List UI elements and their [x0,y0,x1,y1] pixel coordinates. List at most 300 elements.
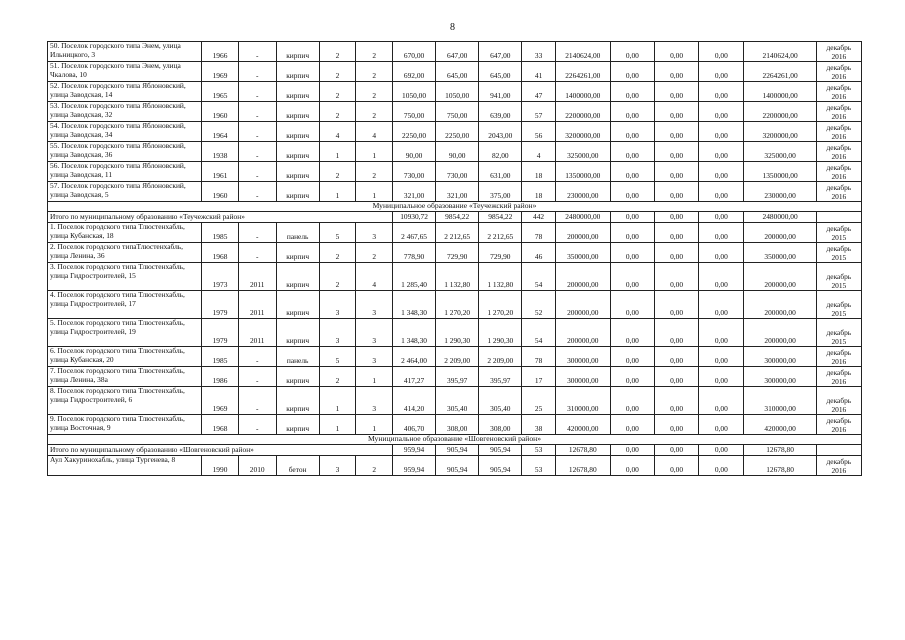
cell-area-res: 305,40 [479,387,522,415]
cell-floors: 3 [319,456,356,476]
cell-floors: 2 [319,263,356,291]
cell-owners: 200000,00 [744,291,816,319]
cell-residents: 17 [522,367,555,387]
cell-material: кирпич [276,102,319,122]
cell-owners: 2264261,00 [744,62,816,82]
total-area-res: 9854,22 [479,212,522,223]
cell-owners: 2200000,00 [744,102,816,122]
table-row [48,367,862,387]
cell-entrances: 3 [356,223,393,243]
cell-area-res: 1 132,80 [479,263,522,291]
cell-floors: 2 [319,42,356,62]
cell-year: 1964 [202,122,239,142]
cell-floors: 1 [319,387,356,415]
cell-fund: 0,00 [610,291,654,319]
cell-area-res: 82,00 [479,142,522,162]
cell-fund: 0,00 [610,347,654,367]
cell-floors: 2 [319,62,356,82]
cell-fund: 0,00 [610,367,654,387]
cell-material: кирпич [276,319,319,347]
table-row [48,263,862,291]
total-date-empty [816,445,861,456]
cell-year2: - [238,162,276,182]
cell-residents: 78 [522,347,555,367]
table-row [48,223,862,243]
cell-date: декабрь 2016 [816,102,861,122]
cell-floors: 1 [319,182,356,202]
cell-owners: 300000,00 [744,347,816,367]
cell-residents: 25 [522,387,555,415]
cell-entrances: 1 [356,367,393,387]
cell-year2: - [238,122,276,142]
table-body [48,42,862,476]
cell-area-res: 1 270,20 [479,291,522,319]
cell-budget-rep: 0,00 [654,415,698,435]
cell-area-living: 2250,00 [436,122,479,142]
cell-fund: 0,00 [610,42,654,62]
cell-residents: 54 [522,263,555,291]
cell-year2: - [238,82,276,102]
cell-material: панель [276,223,319,243]
cell-fund: 0,00 [610,82,654,102]
total-fund: 0,00 [610,445,654,456]
cell-budget-mun: 0,00 [699,82,744,102]
cell-year: 1969 [202,62,239,82]
cell-owners: 1400000,00 [744,82,816,102]
cell-residents: 47 [522,82,555,102]
cell-area-living: 645,00 [436,62,479,82]
cell-owners: 420000,00 [744,415,816,435]
cell-cost-total: 12678,80 [555,456,610,476]
cell-budget-mun: 0,00 [699,162,744,182]
cell-area-living: 905,94 [436,456,479,476]
cell-entrances: 3 [356,387,393,415]
cell-area-living: 1050,00 [436,82,479,102]
cell-address: 54. Поселок городского типа Яблоновский, улица Заводская, 34 [48,122,202,142]
cell-cost-total: 2140624,00 [555,42,610,62]
table-row [48,243,862,263]
cell-cost-total: 350000,00 [555,243,610,263]
cell-address: Аул Хакуринохабль, улица Тургенева, 8 [48,456,202,476]
cell-budget-mun: 0,00 [699,319,744,347]
table-row [48,62,862,82]
cell-date: декабрь 2016 [816,182,861,202]
cell-year: 1968 [202,415,239,435]
cell-year2: - [238,367,276,387]
cell-budget-rep: 0,00 [654,62,698,82]
cell-date: декабрь 2016 [816,347,861,367]
cell-address: 2. Поселок городского типаТлюстенхабль, улица Ленина, 36 [48,243,202,263]
cell-residents: 46 [522,243,555,263]
cell-area-total: 778,90 [393,243,436,263]
cell-floors: 3 [319,291,356,319]
cell-cost-total: 300000,00 [555,347,610,367]
cell-budget-rep: 0,00 [654,162,698,182]
cell-area-total: 692,00 [393,62,436,82]
cell-cost-total: 300000,00 [555,367,610,387]
cell-floors: 5 [319,223,356,243]
cell-residents: 18 [522,182,555,202]
page-number: 8 [450,22,455,33]
cell-area-living: 750,00 [436,102,479,122]
cell-date: декабрь 2016 [816,456,861,476]
cell-fund: 0,00 [610,387,654,415]
cell-budget-mun: 0,00 [699,102,744,122]
cell-budget-rep: 0,00 [654,182,698,202]
cell-budget-mun: 0,00 [699,243,744,263]
cell-year2: 2010 [238,456,276,476]
cell-year: 1990 [202,456,239,476]
cell-address: 3. Поселок городского типа Тлюстенхабль, улица Гидростроителей, 15 [48,263,202,291]
cell-year2: - [238,415,276,435]
cell-area-living: 321,00 [436,182,479,202]
cell-fund: 0,00 [610,415,654,435]
cell-owners: 1350000,00 [744,162,816,182]
cell-date: декабрь 2016 [816,122,861,142]
cell-entrances: 4 [356,263,393,291]
cell-year2: 2011 [238,291,276,319]
cell-year: 1986 [202,367,239,387]
cell-budget-mun: 0,00 [699,387,744,415]
cell-entrances: 1 [356,182,393,202]
cell-cost-total: 1350000,00 [555,162,610,182]
cell-budget-rep: 0,00 [654,263,698,291]
cell-residents: 78 [522,223,555,243]
table-row [48,456,862,476]
cell-material: кирпич [276,263,319,291]
cell-cost-total: 420000,00 [555,415,610,435]
cell-year2: - [238,142,276,162]
cell-fund: 0,00 [610,263,654,291]
cell-budget-mun: 0,00 [699,62,744,82]
cell-cost-total: 3200000,00 [555,122,610,142]
cell-residents: 38 [522,415,555,435]
cell-year: 1960 [202,182,239,202]
cell-area-living: 90,00 [436,142,479,162]
total-area-total: 959,94 [393,445,436,456]
table-row [48,182,862,202]
cell-owners: 200000,00 [744,319,816,347]
cell-residents: 53 [522,456,555,476]
cell-entrances: 3 [356,319,393,347]
cell-area-res: 631,00 [479,162,522,182]
table-row [48,347,862,367]
cell-date: декабрь 2016 [816,42,861,62]
cell-budget-mun: 0,00 [699,122,744,142]
cell-year: 1979 [202,291,239,319]
cell-material: кирпич [276,243,319,263]
total-fund: 0,00 [610,212,654,223]
cell-area-res: 2 212,65 [479,223,522,243]
cell-year: 1966 [202,42,239,62]
cell-entrances: 2 [356,102,393,122]
cell-budget-rep: 0,00 [654,367,698,387]
cell-material: кирпич [276,162,319,182]
cell-cost-total: 1400000,00 [555,82,610,102]
total-area-living: 905,94 [436,445,479,456]
cell-entrances: 1 [356,142,393,162]
cell-area-res: 375,00 [479,182,522,202]
cell-floors: 2 [319,243,356,263]
cell-budget-rep: 0,00 [654,122,698,142]
cell-area-res: 645,00 [479,62,522,82]
cell-budget-rep: 0,00 [654,142,698,162]
cell-area-total: 2250,00 [393,122,436,142]
cell-year: 1968 [202,243,239,263]
cell-area-living: 2 209,00 [436,347,479,367]
cell-budget-rep: 0,00 [654,42,698,62]
cell-fund: 0,00 [610,102,654,122]
cell-year2: - [238,62,276,82]
cell-material: кирпич [276,142,319,162]
cell-budget-rep: 0,00 [654,347,698,367]
cell-area-total: 1050,00 [393,82,436,102]
cell-area-total: 1 348,30 [393,319,436,347]
total-cost-total: 2480000,00 [555,212,610,223]
cell-residents: 18 [522,162,555,182]
cell-budget-mun: 0,00 [699,42,744,62]
cell-area-res: 941,00 [479,82,522,102]
cell-area-total: 414,20 [393,387,436,415]
cell-address: 50. Поселок городского типа Энем, улица Ильницкого, 3 [48,42,202,62]
cell-year2: - [238,42,276,62]
total-area-living: 9854,22 [436,212,479,223]
cell-owners: 325000,00 [744,142,816,162]
cell-budget-mun: 0,00 [699,263,744,291]
cell-floors: 2 [319,102,356,122]
cell-address: 56. Поселок городского типа Яблоновский, улица Заводская, 11 [48,162,202,182]
total-owners: 2480000,00 [744,212,816,223]
cell-budget-mun: 0,00 [699,367,744,387]
cell-budget-mun: 0,00 [699,415,744,435]
cell-date: декабрь 2016 [816,415,861,435]
cell-entrances: 4 [356,122,393,142]
cell-area-res: 639,00 [479,102,522,122]
total-row [48,445,862,456]
cell-area-total: 750,00 [393,102,436,122]
cell-fund: 0,00 [610,122,654,142]
cell-budget-mun: 0,00 [699,142,744,162]
cell-area-total: 417,27 [393,367,436,387]
cell-owners: 300000,00 [744,367,816,387]
cell-address: 8. Поселок городского типа Тлюстенхабль, улица Гидростроителей, 6 [48,387,202,415]
cell-budget-rep: 0,00 [654,387,698,415]
total-row [48,212,862,223]
total-budget-mun: 0,00 [699,212,744,223]
cell-area-living: 729,90 [436,243,479,263]
cell-floors: 1 [319,142,356,162]
cell-budget-mun: 0,00 [699,456,744,476]
cell-address: 5. Поселок городского типа Тлюстенхабль, улица Гидростроителей, 19 [48,319,202,347]
cell-owners: 200000,00 [744,263,816,291]
total-budget-mun: 0,00 [699,445,744,456]
cell-budget-rep: 0,00 [654,291,698,319]
cell-address: 51. Поселок городского типа Энем, улица Чкалова, 10 [48,62,202,82]
cell-year: 1938 [202,142,239,162]
cell-cost-total: 2200000,00 [555,102,610,122]
cell-material: кирпич [276,182,319,202]
cell-owners: 350000,00 [744,243,816,263]
cell-address: 7. Поселок городского типа Тлюстенхабль, улица Ленина, 38а [48,367,202,387]
table-row [48,142,862,162]
cell-year2: - [238,102,276,122]
cell-area-living: 730,00 [436,162,479,182]
cell-fund: 0,00 [610,456,654,476]
cell-year2: - [238,223,276,243]
cell-address: 53. Поселок городского типа Яблоновский, улица Заводская, 32 [48,102,202,122]
cell-date: декабрь 2016 [816,142,861,162]
cell-area-living: 308,00 [436,415,479,435]
cell-material: кирпич [276,291,319,319]
cell-area-res: 1 290,30 [479,319,522,347]
cell-area-living: 2 212,65 [436,223,479,243]
cell-entrances: 2 [356,42,393,62]
cell-address: 1. Поселок городского типа Тлюстенхабль, улица Кубанская, 18 [48,223,202,243]
table-row [48,387,862,415]
cell-date: декабрь 2016 [816,82,861,102]
cell-date: декабрь 2015 [816,223,861,243]
total-residents: 442 [522,212,555,223]
cell-area-total: 2 464,00 [393,347,436,367]
cell-cost-total: 200000,00 [555,223,610,243]
cell-material: кирпич [276,62,319,82]
cell-residents: 57 [522,102,555,122]
cell-entrances: 3 [356,347,393,367]
cell-residents: 52 [522,291,555,319]
cell-area-res: 2043,00 [479,122,522,142]
cell-budget-mun: 0,00 [699,291,744,319]
total-area-total: 10930,72 [393,212,436,223]
cell-material: кирпич [276,42,319,62]
cell-fund: 0,00 [610,182,654,202]
cell-date: декабрь 2015 [816,243,861,263]
table-row [48,415,862,435]
cell-material: кирпич [276,122,319,142]
cell-budget-mun: 0,00 [699,223,744,243]
cell-area-total: 406,70 [393,415,436,435]
cell-address: 57. Поселок городского типа Яблоновский, улица Заводская, 5 [48,182,202,202]
cell-cost-total: 200000,00 [555,291,610,319]
cell-floors: 4 [319,122,356,142]
cell-residents: 54 [522,319,555,347]
cell-area-total: 1 348,30 [393,291,436,319]
cell-material: панель [276,347,319,367]
total-label: Итого по муниципальному образованию «Шовгеновский район» [48,445,393,456]
section-header-row [48,435,862,445]
total-budget-rep: 0,00 [654,445,698,456]
cell-area-total: 959,94 [393,456,436,476]
cell-area-total: 2 467,65 [393,223,436,243]
total-label: Итого по муниципальному образованию «Теучежский район» [48,212,393,223]
cell-entrances: 3 [356,291,393,319]
cell-year: 1960 [202,102,239,122]
cell-budget-rep: 0,00 [654,102,698,122]
cell-year2: 2011 [238,319,276,347]
cell-year2: - [238,387,276,415]
cell-fund: 0,00 [610,142,654,162]
cell-cost-total: 325000,00 [555,142,610,162]
cell-fund: 0,00 [610,223,654,243]
cell-residents: 41 [522,62,555,82]
cell-address: 6. Поселок городского типа Тлюстенхабль, улица Кубанская, 20 [48,347,202,367]
cell-budget-mun: 0,00 [699,182,744,202]
cell-fund: 0,00 [610,243,654,263]
cell-budget-rep: 0,00 [654,456,698,476]
cell-budget-rep: 0,00 [654,82,698,102]
cell-area-living: 1 132,80 [436,263,479,291]
table-row [48,291,862,319]
cell-date: декабрь 2016 [816,387,861,415]
cell-floors: 3 [319,319,356,347]
housing-repair-table [47,41,862,476]
cell-owners: 230000,00 [744,182,816,202]
cell-year: 1969 [202,387,239,415]
section-title: Муниципальное образование «Теучежский район» [48,202,862,212]
cell-date: декабрь 2015 [816,263,861,291]
cell-cost-total: 310000,00 [555,387,610,415]
cell-year: 1965 [202,82,239,102]
cell-address: 52. Поселок городского типа Яблоновский, улица Заводская, 14 [48,82,202,102]
cell-cost-total: 230000,00 [555,182,610,202]
cell-cost-total: 2264261,00 [555,62,610,82]
cell-owners: 2140624,00 [744,42,816,62]
cell-year2: - [238,347,276,367]
cell-date: декабрь 2016 [816,367,861,387]
cell-year2: - [238,243,276,263]
total-date-empty [816,212,861,223]
cell-area-living: 1 290,30 [436,319,479,347]
cell-area-res: 308,00 [479,415,522,435]
table-row [48,42,862,62]
cell-year: 1979 [202,319,239,347]
cell-fund: 0,00 [610,62,654,82]
cell-material: кирпич [276,387,319,415]
cell-budget-mun: 0,00 [699,347,744,367]
cell-year: 1961 [202,162,239,182]
cell-area-total: 670,00 [393,42,436,62]
table-row [48,122,862,142]
cell-owners: 310000,00 [744,387,816,415]
cell-residents: 33 [522,42,555,62]
section-title: Муниципальное образование «Шовгеновский район» [48,435,862,445]
cell-area-res: 905,94 [479,456,522,476]
cell-year2: - [238,182,276,202]
cell-floors: 2 [319,367,356,387]
cell-residents: 56 [522,122,555,142]
cell-entrances: 2 [356,243,393,263]
cell-residents: 4 [522,142,555,162]
cell-owners: 12678,80 [744,456,816,476]
cell-area-res: 395,97 [479,367,522,387]
cell-floors: 1 [319,415,356,435]
table-row [48,162,862,182]
cell-date: декабрь 2016 [816,62,861,82]
total-cost-total: 12678,80 [555,445,610,456]
cell-area-total: 321,00 [393,182,436,202]
cell-year2: 2011 [238,263,276,291]
cell-owners: 200000,00 [744,223,816,243]
total-residents: 53 [522,445,555,456]
cell-material: кирпич [276,415,319,435]
cell-date: декабрь 2015 [816,291,861,319]
cell-address: 4. Поселок городского типа Тлюстенхабль, улица Гидростроителей, 17 [48,291,202,319]
cell-entrances: 2 [356,456,393,476]
table-row [48,319,862,347]
cell-budget-rep: 0,00 [654,223,698,243]
cell-year: 1985 [202,347,239,367]
cell-date: декабрь 2016 [816,162,861,182]
cell-budget-rep: 0,00 [654,243,698,263]
